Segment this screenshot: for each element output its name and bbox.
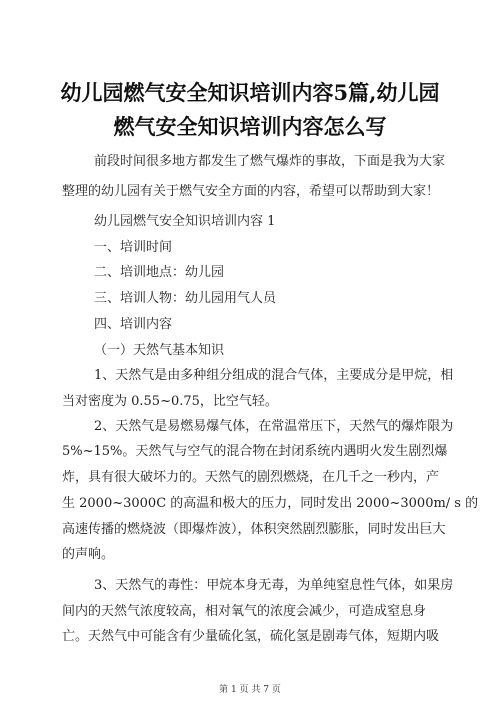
paragraph-3-line-1: 3、天然气的毒性：甲烷本身无毒，为单纯窒息性气体，如果房 — [94, 578, 454, 593]
paragraph-2-line-2: 5%~15%。天然气与空气的混合物在封闭系统内遇明火发生剧烈爆 — [62, 444, 448, 459]
paragraph-2-line-5: 高速传播的燃烧波（即爆炸波），体积突然剧烈膨胀，同时发出巨大 — [62, 522, 446, 537]
subheading-natural-gas: （一）天然气基本知识 — [94, 343, 225, 358]
list-item-people: 三、培训人物：幼儿园用气人员 — [94, 291, 277, 306]
section-heading: 幼儿园燃气安全知识培训内容 1 — [94, 214, 276, 229]
paragraph-3-line-2: 间内的天然气浓度较高，相对氧气的浓度会减少，可造成窒息身 — [62, 604, 427, 619]
paragraph-1-line-1: 1、天然气是由多种组分组成的混合气体，主要成分是甲烷，相 — [94, 368, 454, 383]
paragraph-2-line-6: 的声响。 — [62, 547, 115, 562]
paragraph-2-line-3: 炸，具有很大破坏力的。天然气的剧烈燃烧，在几千之一秒内，产 — [62, 470, 440, 485]
paragraph-1-line-2: 当对密度为 0.55~0.75，比空气轻。 — [62, 394, 278, 409]
paragraph-2-line-4: 生 2000~3000C 的高温和极大的压力，同时发出 2000~3000m/ s 的 — [62, 496, 479, 511]
intro-line-1: 前段时间很多地方都发生了燃气爆炸的事故，下面是我为大家 — [94, 154, 446, 169]
title-line-2: 燃气安全知识培训内容怎么写 — [113, 114, 387, 139]
list-item-location: 二、培训地点：幼儿园 — [94, 265, 225, 280]
intro-line-2: 整理的幼儿园有关于燃气安全方面的内容，希望可以帮助到大家！ — [62, 184, 440, 199]
paragraph-2-line-1: 2、天然气是易燃易爆气体，在常温常压下，天然气的爆炸限为 — [94, 419, 454, 434]
list-item-content: 四、培训内容 — [94, 317, 173, 332]
title-line-1: 幼儿园燃气安全知识培训内容5篇,幼儿园 — [60, 80, 440, 105]
list-item-time: 一、培训时间 — [94, 240, 173, 255]
paragraph-3-line-3: 亡。天然气中可能含有少量硫化氢，硫化氢是剧毒气体，短期内吸 — [62, 629, 440, 644]
page-number-footer: 第 1 页 共 7 页 — [219, 685, 281, 695]
